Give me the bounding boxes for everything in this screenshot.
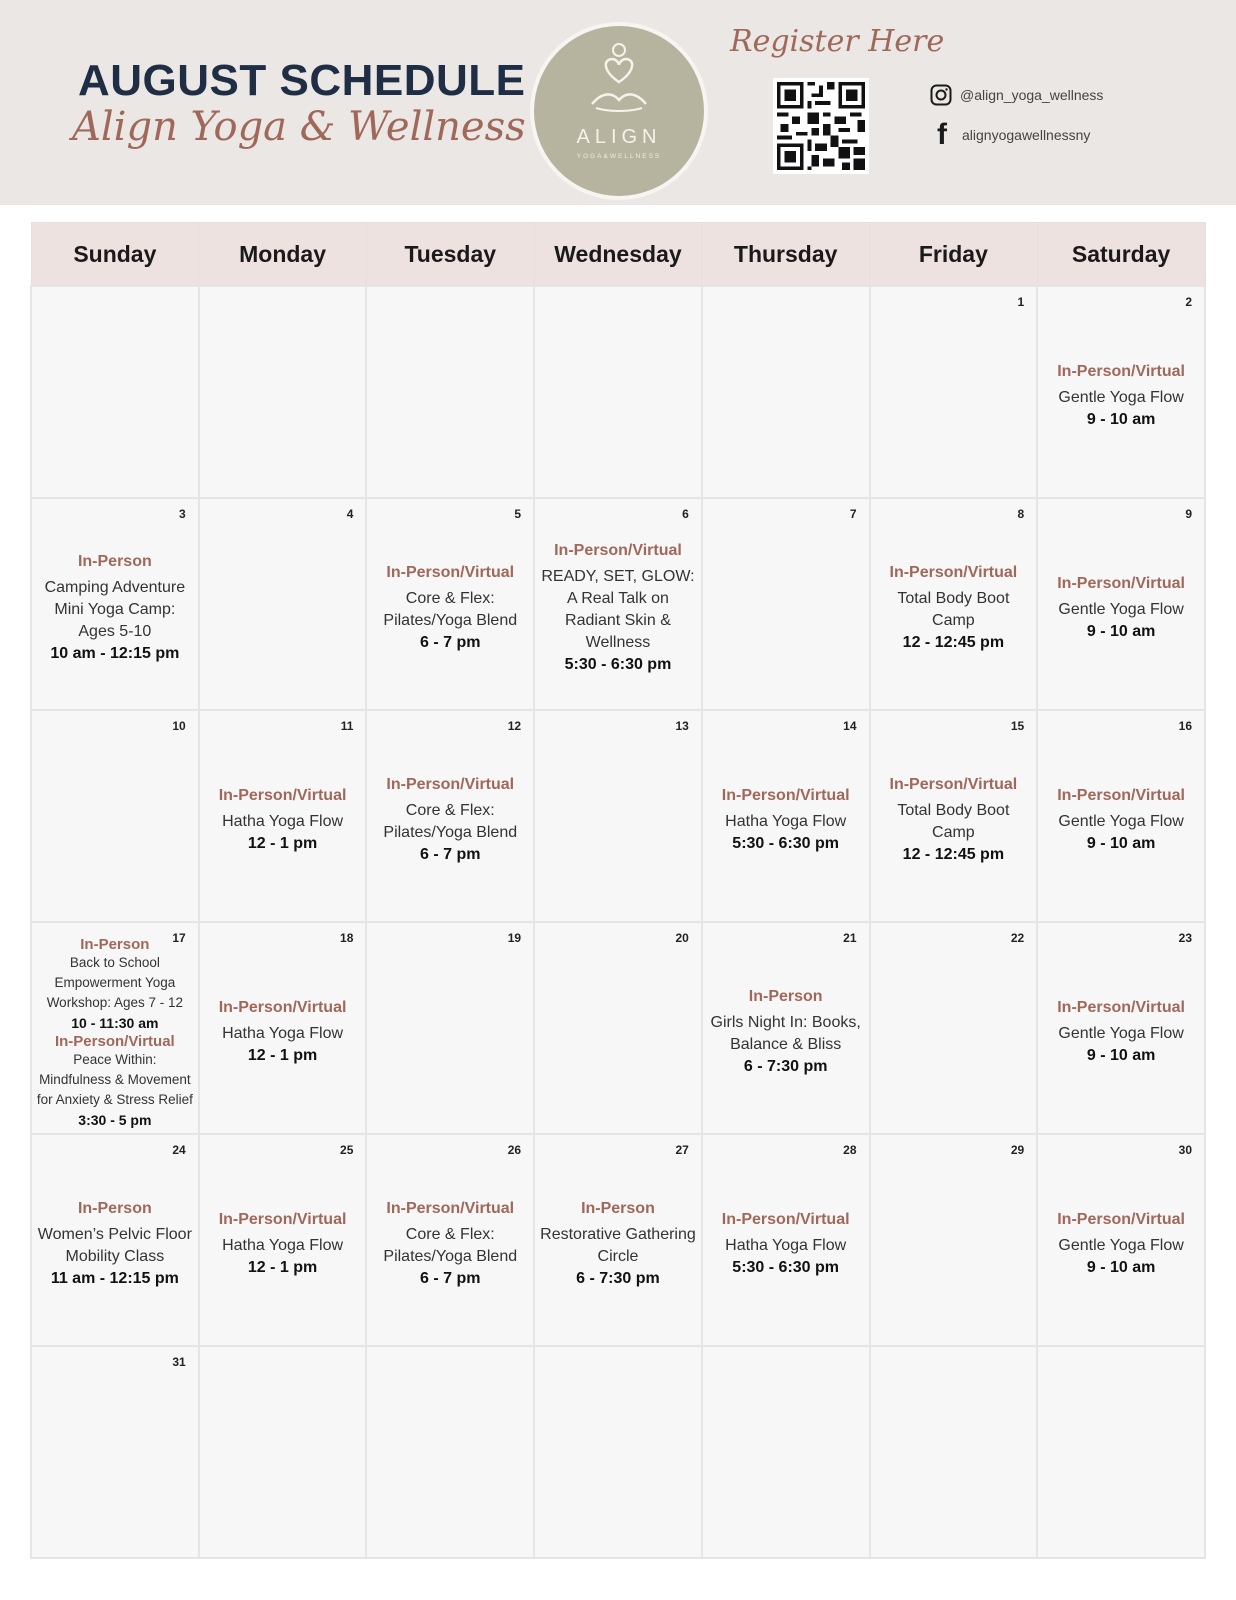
calendar-day-cell bbox=[199, 922, 367, 1134]
weekday-header: Tuesday bbox=[366, 223, 534, 287]
event-time: 11 am - 12:15 pm bbox=[50, 1270, 179, 1287]
event-time: 12 - 1 pm bbox=[247, 1259, 318, 1276]
event-title: Gentle Yoga Flow bbox=[1058, 389, 1184, 406]
calendar-day-cell bbox=[870, 498, 1038, 710]
event-title: Hatha Yoga Flow bbox=[725, 813, 847, 830]
day-events bbox=[204, 777, 362, 855]
day-events bbox=[539, 1190, 697, 1290]
day-number: 17 bbox=[172, 931, 186, 945]
calendar-day-cell bbox=[366, 498, 534, 710]
calendar-day-cell bbox=[366, 286, 534, 498]
day-events bbox=[204, 989, 362, 1067]
day-number: 24 bbox=[172, 1143, 186, 1157]
day-events bbox=[36, 926, 194, 1130]
event-time: 12 - 1 pm bbox=[247, 1047, 318, 1064]
facebook-icon: f bbox=[937, 118, 947, 151]
calendar-day-cell bbox=[1037, 498, 1205, 710]
day-events bbox=[36, 1190, 194, 1290]
event-time: 5:30 - 6:30 pm bbox=[564, 656, 672, 673]
event-time: 9 - 10 am bbox=[1086, 623, 1156, 640]
calendar-day-cell bbox=[702, 1346, 870, 1558]
calendar-week-row bbox=[31, 1346, 1205, 1558]
event-format: In-Person/Virtual bbox=[721, 787, 850, 804]
event-format: In-Person/Virtual bbox=[889, 564, 1018, 581]
event-title: Gentle Yoga Flow bbox=[1058, 1237, 1184, 1254]
day-number: 27 bbox=[675, 1143, 689, 1157]
calendar-day-cell bbox=[1037, 1134, 1205, 1346]
event-title: Women’s Pelvic Floor Mobility Class bbox=[37, 1226, 192, 1265]
instagram-handle-text: @align_yoga_wellness bbox=[960, 87, 1104, 103]
weekday-header: Friday bbox=[870, 223, 1038, 287]
event-time: 6 - 7:30 pm bbox=[576, 1270, 660, 1287]
day-events bbox=[36, 543, 194, 665]
event-format: In-Person/Virtual bbox=[1057, 787, 1185, 804]
event-time: 5:30 - 6:30 pm bbox=[732, 1259, 840, 1276]
event-title: Core & Flex: Pilates/Yoga Blend bbox=[383, 1226, 518, 1265]
event-format: In-Person bbox=[80, 936, 150, 953]
class-event[interactable] bbox=[1042, 575, 1200, 643]
calendar-week-row bbox=[31, 286, 1205, 498]
event-title: Total Body Boot Camp bbox=[897, 802, 1010, 841]
calendar-day-cell bbox=[870, 1346, 1038, 1558]
class-event[interactable] bbox=[1042, 363, 1200, 431]
event-time: 12 - 1 pm bbox=[247, 835, 318, 852]
event-title: Gentle Yoga Flow bbox=[1058, 1025, 1184, 1042]
day-events bbox=[204, 1201, 362, 1279]
day-events bbox=[875, 554, 1033, 654]
calendar-day-cell bbox=[31, 710, 199, 922]
event-title: Back to School Empowerment Yoga Workshop: Ages 7 - 12 bbox=[46, 955, 184, 1010]
calendar-body bbox=[31, 286, 1205, 1558]
day-number: 9 bbox=[1185, 507, 1192, 521]
event-format: In-Person/Virtual bbox=[1057, 575, 1185, 592]
calendar-day-cell bbox=[1037, 1346, 1205, 1558]
event-title: Peace Within: Mindfulness & Movement for Anxiety & Stress Relief bbox=[36, 1052, 193, 1107]
event-time: 6 - 7 pm bbox=[420, 634, 481, 651]
class-event[interactable] bbox=[36, 553, 194, 665]
event-format: In-Person/Virtual bbox=[721, 1211, 850, 1228]
day-number: 4 bbox=[346, 507, 354, 521]
event-title: Core & Flex: Pilates/Yoga Blend bbox=[383, 802, 518, 841]
calendar-day-cell bbox=[702, 922, 870, 1134]
calendar-week-row bbox=[31, 922, 1205, 1134]
weekday-header: Wednesday bbox=[534, 223, 702, 287]
day-number: 8 bbox=[1017, 507, 1025, 521]
calendar-day-cell bbox=[199, 286, 367, 498]
class-event[interactable] bbox=[204, 787, 362, 855]
event-format: In-Person/Virtual bbox=[218, 999, 347, 1016]
event-format: In-Person bbox=[581, 1200, 655, 1217]
calendar-day-cell bbox=[199, 710, 367, 922]
calendar-day-cell bbox=[1037, 710, 1205, 922]
day-number: 26 bbox=[507, 1143, 522, 1157]
calendar-day-cell bbox=[31, 286, 199, 498]
class-event[interactable] bbox=[875, 776, 1033, 866]
day-number: 22 bbox=[1010, 931, 1025, 945]
day-number: 16 bbox=[1178, 719, 1192, 733]
day-number: 12 bbox=[507, 719, 522, 733]
day-events bbox=[875, 766, 1033, 866]
day-number: 1 bbox=[1017, 295, 1025, 309]
calendar-day-cell bbox=[199, 498, 367, 710]
class-event[interactable] bbox=[707, 988, 865, 1078]
event-format: In-Person/Virtual bbox=[386, 1200, 515, 1217]
day-events bbox=[707, 1201, 865, 1279]
calendar-day-cell bbox=[366, 710, 534, 922]
day-number: 20 bbox=[675, 931, 689, 945]
event-title: Hatha Yoga Flow bbox=[222, 1025, 344, 1042]
class-event[interactable] bbox=[1042, 999, 1200, 1067]
event-time: 10 am - 12:15 pm bbox=[50, 645, 180, 662]
studio-logo bbox=[530, 22, 708, 200]
event-title: READY, SET, GLOW: A Real Talk on Radiant Skin & Wellness bbox=[541, 568, 695, 651]
day-number: 10 bbox=[172, 719, 186, 733]
day-number: 2 bbox=[1185, 295, 1192, 309]
calendar-week-row bbox=[31, 1134, 1205, 1346]
event-time: 12 - 12:45 pm bbox=[902, 634, 1005, 651]
event-format: In-Person/Virtual bbox=[554, 542, 682, 559]
class-event[interactable] bbox=[36, 1200, 194, 1290]
event-title: Total Body Boot Camp bbox=[897, 590, 1010, 629]
day-events bbox=[371, 554, 529, 654]
event-time: 9 - 10 am bbox=[1086, 1259, 1156, 1276]
event-time: 9 - 10 am bbox=[1086, 1047, 1156, 1064]
calendar-day-cell bbox=[870, 922, 1038, 1134]
class-event[interactable] bbox=[36, 1033, 194, 1130]
calendar-day-cell bbox=[702, 710, 870, 922]
calendar-day-cell bbox=[199, 1134, 367, 1346]
day-events bbox=[371, 766, 529, 866]
instagram-handle[interactable] bbox=[930, 84, 1103, 106]
day-number: 13 bbox=[675, 719, 689, 733]
calendar-week-row bbox=[31, 710, 1205, 922]
class-event[interactable] bbox=[204, 999, 362, 1067]
day-number: 5 bbox=[514, 507, 522, 521]
meditation-heart-icon bbox=[584, 42, 654, 122]
event-time: 6 - 7 pm bbox=[420, 1270, 481, 1287]
event-time: 3:30 - 5 pm bbox=[78, 1112, 152, 1128]
class-event[interactable] bbox=[1042, 1211, 1200, 1279]
calendar-day-cell bbox=[534, 286, 702, 498]
calendar-day-cell bbox=[534, 710, 702, 922]
event-format: In-Person/Virtual bbox=[889, 776, 1018, 793]
day-number: 23 bbox=[1178, 931, 1192, 945]
event-format: In-Person/Virtual bbox=[218, 787, 347, 804]
calendar-day-cell bbox=[31, 498, 199, 710]
day-events bbox=[1042, 353, 1200, 431]
weekday-header: Sunday bbox=[31, 223, 199, 287]
day-number: 25 bbox=[340, 1143, 354, 1157]
day-number: 21 bbox=[843, 931, 857, 945]
facebook-handle[interactable] bbox=[930, 120, 1090, 150]
event-title: Hatha Yoga Flow bbox=[725, 1237, 847, 1254]
calendar-day-cell bbox=[199, 1346, 367, 1558]
calendar-day-cell bbox=[534, 1346, 702, 1558]
day-events bbox=[371, 1190, 529, 1290]
class-event[interactable] bbox=[539, 1200, 697, 1290]
event-format: In-Person/Virtual bbox=[1057, 363, 1185, 380]
day-events bbox=[1042, 989, 1200, 1067]
calendar-day-cell bbox=[31, 922, 199, 1134]
event-title: Gentle Yoga Flow bbox=[1058, 813, 1184, 830]
event-format: In-Person/Virtual bbox=[386, 776, 515, 793]
class-event[interactable] bbox=[707, 1211, 865, 1279]
weekday-header: Monday bbox=[199, 223, 367, 287]
calendar-day-cell bbox=[870, 710, 1038, 922]
calendar-day-cell bbox=[1037, 922, 1205, 1134]
event-format: In-Person bbox=[77, 1200, 152, 1217]
event-format: In-Person/Virtual bbox=[1057, 1211, 1185, 1228]
event-format: In-Person/Virtual bbox=[386, 564, 515, 581]
calendar-day-cell bbox=[534, 1134, 702, 1346]
event-time: 6 - 7:30 pm bbox=[743, 1058, 828, 1075]
class-event[interactable] bbox=[1042, 787, 1200, 855]
event-title: Girls Night In: Books, Balance & Bliss bbox=[710, 1014, 861, 1053]
register-label: Register Here bbox=[730, 24, 945, 59]
day-number: 19 bbox=[507, 931, 522, 945]
day-number: 28 bbox=[843, 1143, 857, 1157]
calendar-day-cell bbox=[870, 286, 1038, 498]
day-number: 31 bbox=[172, 1355, 186, 1369]
logo-wordmark: ALIGN bbox=[576, 126, 662, 148]
event-format: In-Person bbox=[748, 988, 823, 1005]
facebook-handle-text: alignyogawellnessny bbox=[962, 127, 1091, 143]
class-event[interactable] bbox=[371, 1200, 529, 1290]
event-title: Hatha Yoga Flow bbox=[222, 813, 344, 830]
instagram-icon bbox=[930, 84, 952, 106]
calendar-grid bbox=[30, 222, 1206, 1559]
page-title: AUGUST SCHEDULE bbox=[78, 56, 526, 105]
event-format: In-Person/Virtual bbox=[1057, 999, 1185, 1016]
event-time: 6 - 7 pm bbox=[420, 846, 481, 863]
day-events bbox=[1042, 777, 1200, 855]
event-title: Restorative Gathering Circle bbox=[540, 1226, 696, 1265]
calendar-day-cell bbox=[366, 1134, 534, 1346]
calendar-day-cell bbox=[702, 1134, 870, 1346]
event-format: In-Person bbox=[77, 553, 152, 570]
weekday-header: Saturday bbox=[1037, 223, 1205, 287]
calendar-day-cell bbox=[31, 1346, 199, 1558]
calendar-day-cell bbox=[31, 1134, 199, 1346]
event-title: Camping Adventure Mini Yoga Camp: Ages 5-10 bbox=[44, 579, 186, 640]
calendar-day-cell bbox=[1037, 286, 1205, 498]
class-event[interactable] bbox=[371, 776, 529, 866]
event-format: In-Person/Virtual bbox=[54, 1033, 175, 1050]
weekday-header-row bbox=[31, 223, 1205, 287]
day-number: 18 bbox=[340, 931, 354, 945]
calendar-day-cell bbox=[366, 922, 534, 1134]
calendar-week-row bbox=[31, 498, 1205, 710]
day-number: 3 bbox=[179, 507, 186, 521]
event-time: 10 - 11:30 am bbox=[71, 1015, 159, 1031]
class-event[interactable] bbox=[204, 1211, 362, 1279]
event-time: 9 - 10 am bbox=[1086, 411, 1156, 428]
weekday-header: Thursday bbox=[702, 223, 870, 287]
event-format: In-Person/Virtual bbox=[218, 1211, 347, 1228]
day-number: 14 bbox=[843, 719, 857, 733]
day-events bbox=[1042, 1201, 1200, 1279]
class-event[interactable] bbox=[371, 564, 529, 654]
class-event[interactable] bbox=[539, 542, 697, 676]
calendar-day-cell bbox=[534, 498, 702, 710]
calendar-day-cell bbox=[702, 286, 870, 498]
day-number: 30 bbox=[1178, 1143, 1192, 1157]
class-event[interactable] bbox=[875, 564, 1033, 654]
event-title: Core & Flex: Pilates/Yoga Blend bbox=[383, 590, 518, 629]
logo-tagline: YOGA&WELLNESS bbox=[576, 153, 662, 160]
day-events bbox=[1042, 565, 1200, 643]
header-banner bbox=[0, 0, 1236, 205]
day-number: 29 bbox=[1010, 1143, 1025, 1157]
calendar-day-cell bbox=[534, 922, 702, 1134]
day-number: 6 bbox=[682, 507, 689, 521]
day-number: 11 bbox=[340, 719, 354, 733]
event-time: 9 - 10 am bbox=[1086, 835, 1156, 852]
event-time: 5:30 - 6:30 pm bbox=[732, 835, 840, 852]
studio-name: Align Yoga & Wellness bbox=[72, 104, 526, 150]
event-title: Gentle Yoga Flow bbox=[1058, 601, 1184, 618]
calendar-day-cell bbox=[870, 1134, 1038, 1346]
qr-code-icon[interactable] bbox=[773, 78, 869, 174]
class-event[interactable] bbox=[707, 787, 865, 855]
day-events bbox=[539, 532, 697, 676]
event-time: 12 - 12:45 pm bbox=[902, 846, 1005, 863]
day-events bbox=[707, 777, 865, 855]
event-title: Hatha Yoga Flow bbox=[222, 1237, 344, 1254]
class-event[interactable] bbox=[36, 936, 194, 1033]
day-number: 7 bbox=[849, 507, 857, 521]
day-events bbox=[707, 978, 865, 1078]
day-number: 15 bbox=[1010, 719, 1025, 733]
calendar-day-cell bbox=[366, 1346, 534, 1558]
calendar-day-cell bbox=[702, 498, 870, 710]
